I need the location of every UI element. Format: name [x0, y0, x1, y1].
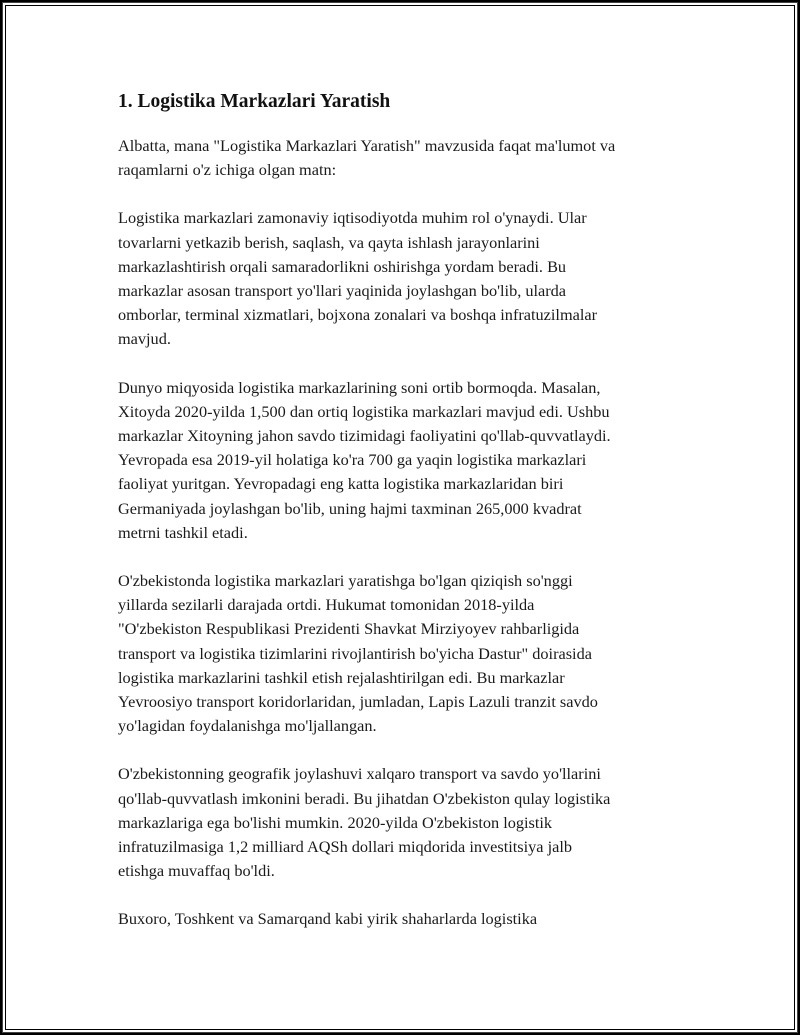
document-heading: 1. Logistika Markazlari Yaratish — [118, 91, 391, 112]
paragraph-world-statistics: Dunyo miqyosida logistika markazlarining soni ortib bormoqda. Masalan, Xitoyda 2020-yilda 1,500 dan ortiq logistika markazlari mavjud edi. Ushbu markazlar Xitoyning jahon savdo tizimidagi faoliyatini qo'llab-quvvatlaydi. Yevropada esa 2019-yil holatiga ko'ra 700 ga yaqin logistika markazlari faoliyat yuritgan. Yevropadagi eng katta logistika markazlaridan biri Germaniyada joylashgan bo'lib, uning hajmi taxminan 265,000 kvadrat metrni tashkil etadi. — [118, 377, 611, 542]
paragraph-logistics-centers-role: Logistika markazlari zamonaviy iqtisodiyotda muhim rol o'ynaydi. Ular tovarlarni yetkazib berish, saqlash, va qayta ishlash jarayonlarini markazlashtirish orqali samaradorlikni oshirishga yordam beradi. Bu markazlar asosan transport yo'llari yaqinida joylashgan bo'lib, ularda omborlar, terminal xizmatlari, bojxona zonalari va boshqa infratuzilmalar mavjud. — [118, 208, 598, 349]
paragraph-intro: Albatta, mana "Logistika Markazlari Yaratish" mavzusida faqat ma'lumot va raqamlarni o'z ichiga olgan matn: — [118, 136, 616, 180]
document-body — [118, 90, 690, 956]
paragraph-major-cities: Buxoro, Toshkent va Samarqand kabi yirik shaharlarda logistika — [118, 909, 538, 929]
paragraph-uzbekistan-interest: O'zbekistonda logistika markazlari yaratishga bo'lgan qiziqish so'nggi yillarda sezilarli darajada ortdi. Hukumat tomonidan 2018-yilda "O'zbekiston Respublikasi Prezidenti Shavkat Mirziyoyev rahbarligida transport va logistika tizimlarini rivojlantirish bo'yicha Dastur" doirasida logistika markazlarini tashkil etish rejalashtirilgan edi. Bu markazlar Yevroosiyo transport koridorlaridan, jumladan, Lapis Lazuli tranzit savdo yo'lagidan foydalanishga mo'ljallangan. — [118, 571, 598, 736]
paragraph-geographic-location: O'zbekistonning geografik joylashuvi xalqaro transport va savdo yo'llarini qo'llab-quvvatlash imkonini beradi. Bu jihatdan O'zbekiston qulay logistika markazlariga ega bo'lishi mumkin. 2020-yilda O'zbekiston logistik infratuzilmasiga 1,2 milliard AQSh dollari miqdorida investitsiya jalb etishga muvaffaq bo'ldi. — [118, 764, 611, 881]
